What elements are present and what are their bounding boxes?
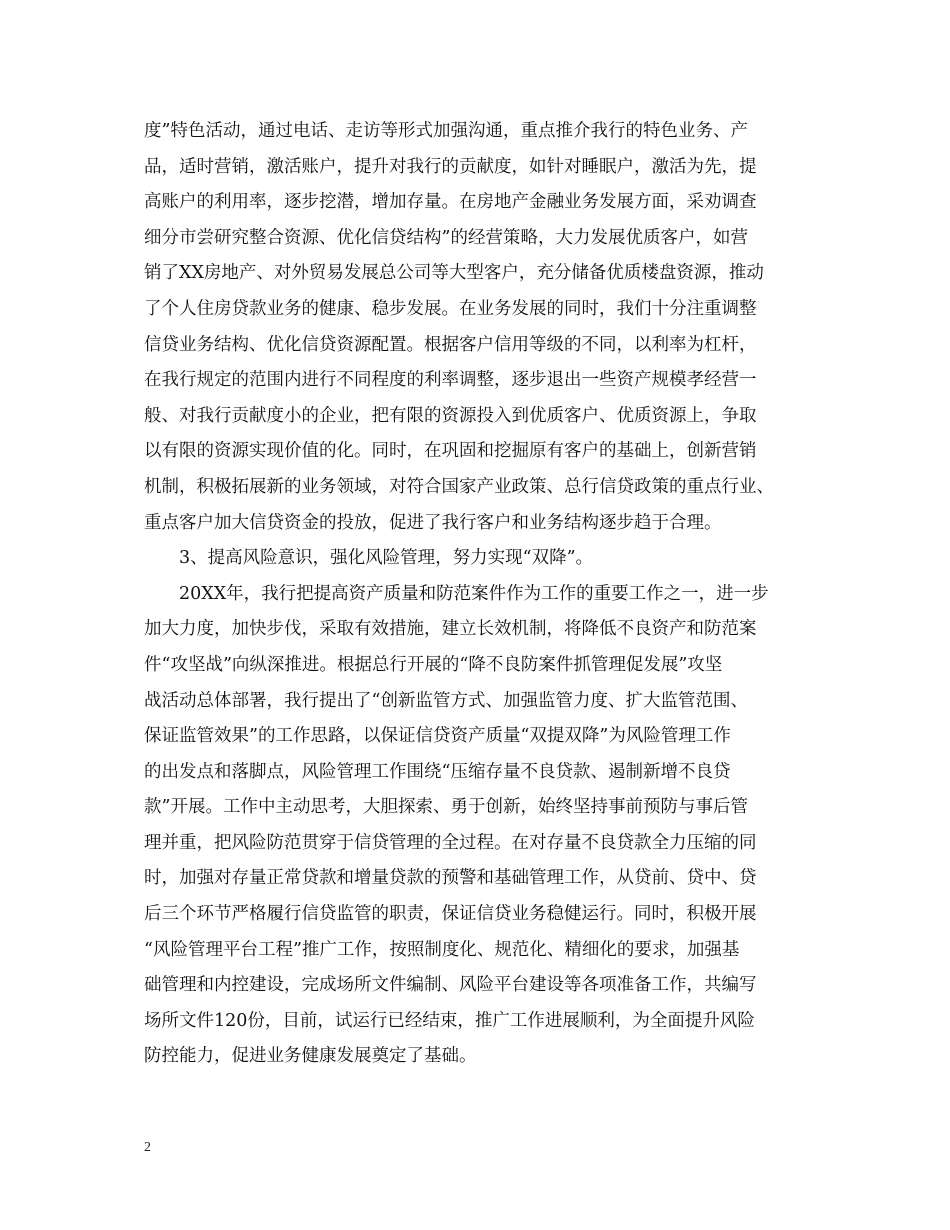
text-line: 重点客户加大信贷资金的投放，促进了我行客户和业务结构逐步趋于合理。 — [144, 512, 722, 533]
text-line: 战活动总体部署，我行提出了“创新监管方式、加强监管力度、扩大监管范围、 — [144, 690, 748, 711]
text-line: 3、提高风险意识，强化风险管理，努力实现“双降”。 — [179, 548, 594, 569]
text-line: 防控能力，促进业务健康发展奠定了基础。 — [144, 1046, 477, 1067]
text-line: 保证监管效果”的工作思路，以保证信贷资产质量“双提双降”为风险管理工作 — [144, 726, 731, 747]
text-line: 机制，积极拓展新的业务领域，对符合国家产业政策、总行信贷政策的重点行业、 — [144, 476, 774, 497]
text-line: 后三个环节严格履行信贷监管的职责，保证信贷业务稳健运行。同时，积极开展 — [144, 904, 757, 925]
text-line: 般、对我行贡献度小的企业，把有限的资源投入到优质客户、优质资源上，争取 — [144, 405, 757, 426]
text-line: 础管理和内控建设，完成场所文件编制、风险平台建设等各项准备工作，共编写 — [144, 975, 757, 996]
text-line: 场所文件120份，目前，试运行已经结束，推广工作进展顺利，为全面提升风险 — [144, 1010, 755, 1031]
page-number: 2 — [144, 1140, 151, 1155]
text-line: 件“攻坚战”向纵深推进。根据总行开展的“降不良防案件抓管理促发展”攻坚 — [144, 654, 723, 675]
text-line: 信贷业务结构、优化信贷资源配置。根据客户信用等级的不同，以利率为杠杆， — [144, 334, 757, 355]
text-line: 理并重，把风险防范贯穿于信贷管理的全过程。在对存量不良贷款全力压缩的同 — [144, 832, 757, 853]
text-line: 时，加强对存量正常贷款和增量贷款的预警和基础管理工作，从贷前、贷中、贷 — [144, 868, 757, 889]
text-line: 品，适时营销，激活账户，提升对我行的贡献度，如针对睡眠户，激活为先，提 — [144, 156, 757, 177]
text-line: 在我行规定的范围内进行不同程度的利率调整，逐步退出一些资产规模孝经营一 — [144, 370, 757, 391]
text-line: 细分市尝研究整合资源、优化信贷结构”的经营策略，大力发展优质客户，如营 — [144, 227, 748, 248]
text-line: 款”开展。工作中主动思考，大胆探索、勇于创新，始终坚持事前预防与事后管 — [144, 797, 748, 818]
document-body — [144, 114, 814, 1075]
text-line: 20XX年，我行把提高资产质量和防范案件作为工作的重要工作之一，进一步 — [179, 583, 769, 604]
text-line: “风险管理平台工程”推广工作，按照制度化、规范化、精细化的要求，加强基 — [144, 939, 740, 960]
text-line: 加大力度，加快步伐，采取有效措施，建立长效机制，将降低不良资产和防范案 — [144, 619, 757, 640]
text-line: 了个人住房贷款业务的健康、稳步发展。在业务发展的同时，我们十分注重调整 — [144, 298, 757, 319]
text-line: 高账户的利用率，逐步挖潜，增加存量。在房地产金融业务发展方面，采劝调查 — [144, 192, 757, 213]
text-line: 销了XX房地产、对外贸易发展总公司等大型客户，充分储备优质楼盘资源，推动 — [144, 263, 764, 284]
text-line: 度”特色活动，通过电话、走访等形式加强沟通，重点推介我行的特色业务、产 — [144, 121, 748, 141]
text-line: 以有限的资源实现价值的化。同时，在巩固和挖掘原有客户的基础上，创新营销 — [144, 441, 757, 462]
text-line: 的出发点和落脚点，风险管理工作围绕“压缩存量不良贷款、遏制新增不良贷 — [144, 761, 731, 782]
